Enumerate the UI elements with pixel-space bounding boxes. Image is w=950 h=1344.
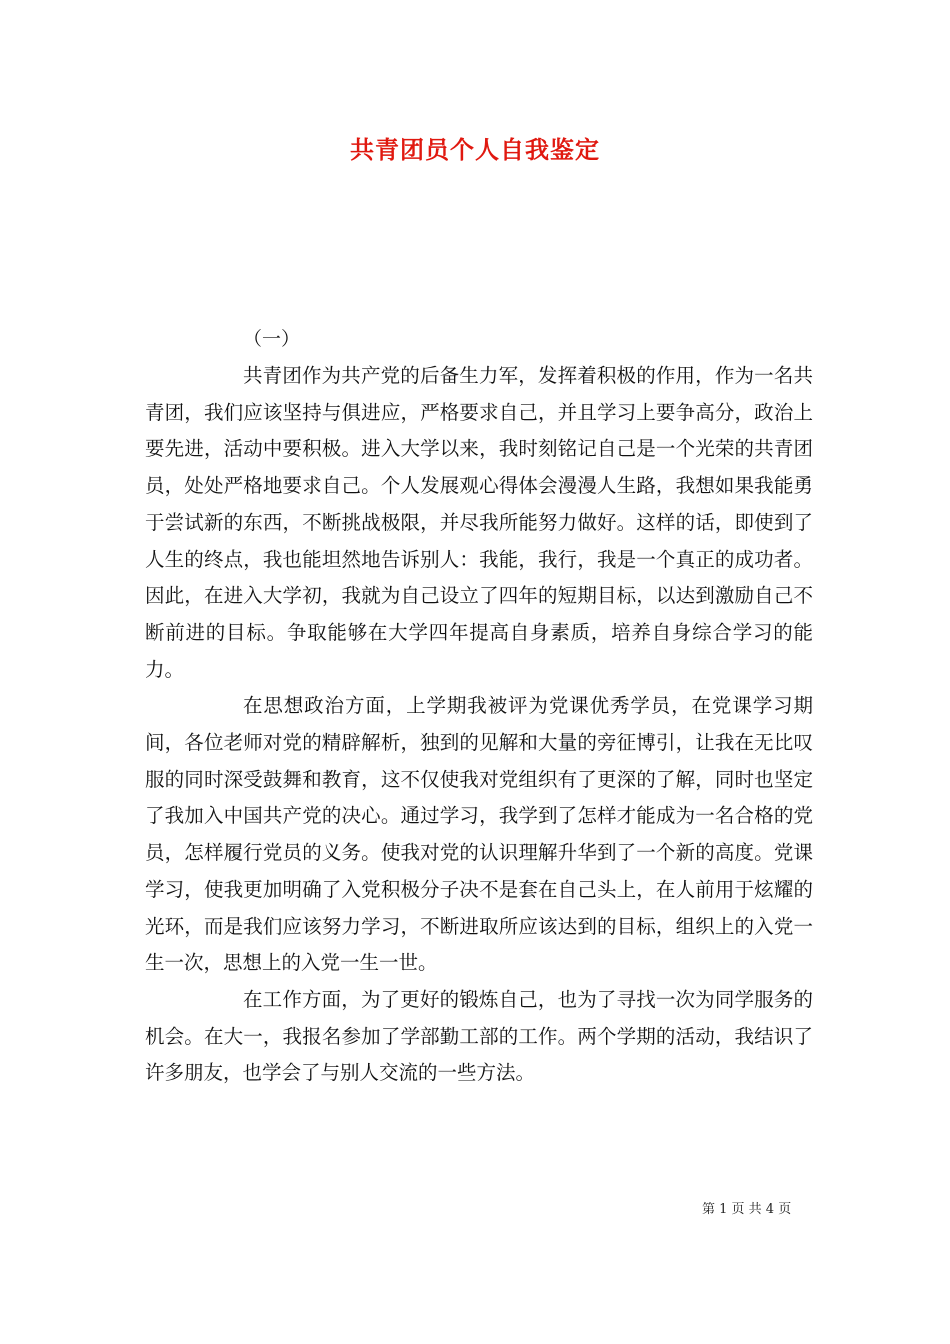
section-marker: （一）	[243, 328, 301, 350]
paragraph-3: 在工作方面，为了更好的锻炼自己，也为了寻找一次为同学服务的机会。在大一，我报名参加了学部勤工部的工作。两个学期的活动，我结识了许多朋友，也学会了与别人交流的一些方法。	[145, 987, 813, 1085]
document-body	[145, 358, 813, 1092]
paragraph-2: 在思想政治方面，上学期我被评为党课优秀学员，在党课学习期间，各位老师对党的精辟解析，独到的见解和大量的旁征博引，让我在无比叹服的同时深受鼓舞和教育，这不仅使我对党组织有了更深的了解，同时也坚定了我加入中国共产党的决心。通过学习，我学到了怎样才能成为一名合格的党员，怎样履行党员的义务。使我对党的认识理解升华到了一个新的高度。党课学习，使我更加明确了入党积极分子决不是套在自己头上，在人前用于炫耀的光环，而是我们应该努力学习，不断进取所应该达到的目标，组织上的入党一生一次，思想上的入党一生一世。	[145, 694, 813, 975]
page-title: 共青团员个人自我鉴定	[350, 135, 600, 164]
page-footer: 第 1 页 共 4 页	[702, 1202, 792, 1217]
paragraph-1: 共青团作为共产党的后备生力军，发挥着积极的作用，作为一名共青团，我们应该坚持与俱进应，严格要求自己，并且学习上要争高分，政治上要先进，活动中要积极。进入大学以来，我时刻铭记自己是一个光荣的共青团员，处处严格地要求自己。个人发展观心得体会漫漫人生路，我想如果我能勇于尝试新的东西，不断挑战极限，并尽我所能努力做好。这样的话，即使到了人生的终点，我也能坦然地告诉别人：我能，我行，我是一个真正的成功者。因此，在进入大学初，我就为自己设立了四年的短期目标，以达到激励自己不断前进的目标。争取能够在大学四年提高自身素质，培养自身综合学习的能力。	[145, 364, 813, 681]
